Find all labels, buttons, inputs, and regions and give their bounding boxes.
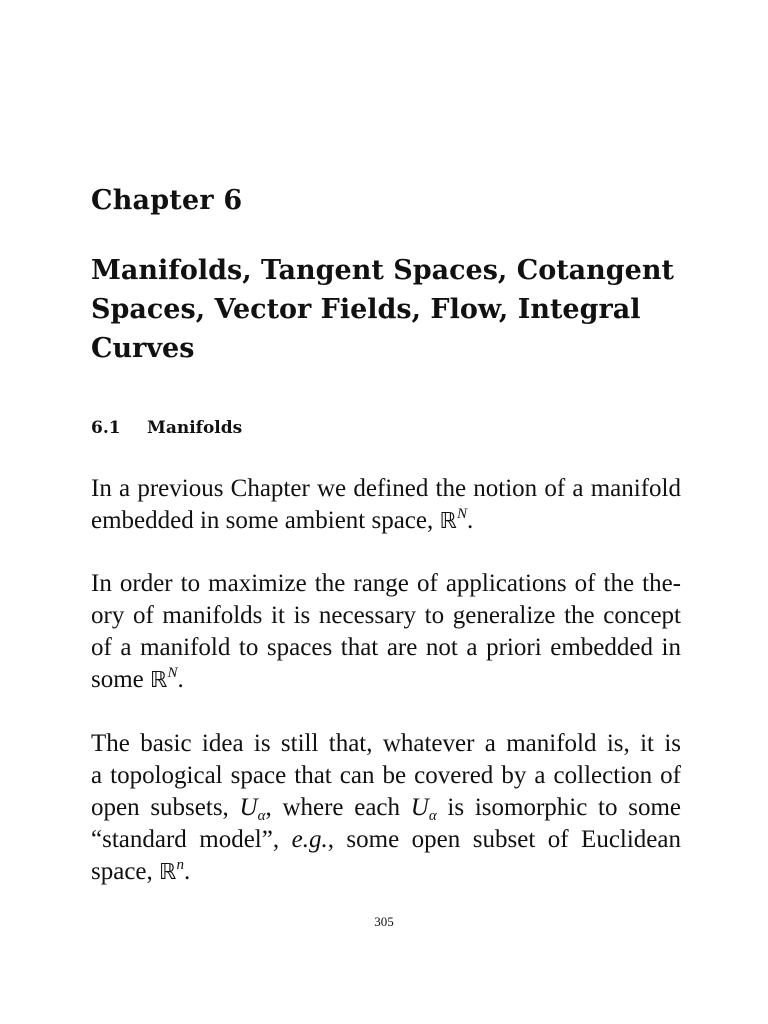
section-title: Manifolds [147,418,243,438]
reals-symbol: ℝ [150,668,168,693]
text-line: “standard model”, e.g., some open subset of Euclidean [91,826,681,853]
text-line: ory of manifolds it is necessary to generalize the concept [91,602,681,629]
emphasis: e.g. [291,826,328,853]
reals-symbol: ℝ [159,860,177,885]
text-line: In order to maximize the range of applications of the the- [91,570,681,597]
superscript: n [176,857,184,873]
text-line: open subsets, $U_\alpha$, where each $U_\alpha$ is isomorphic to some [91,794,681,824]
text-line: space, ℝ$^n$. [91,857,191,885]
subscript: α [428,808,437,824]
superscript: N [456,506,467,522]
section-number: 6.1 [91,418,121,438]
text-line: In a previous Chapter we defined the notion of a manifold [91,475,681,502]
paragraph-3 [91,728,681,889]
superscript: N [167,665,178,681]
chapter-label: Chapter 6 [91,185,243,216]
text-line: some ℝ$^N$. [91,665,184,693]
subscript: α [257,808,266,824]
page-number: 305 [374,914,394,929]
chapter-title: Manifolds, Tangent Spaces, Cotangent Spaces, Vector Fields, Flow, Integral Curves [91,255,674,364]
text-line: The basic idea is still that, whatever a manifold is, it is [91,730,681,757]
text-line: embedded in some ambient space, ℝ$^N$. [91,506,474,534]
text-line: of a manifold to spaces that are not a priori embedded in [91,634,681,661]
paragraph-2 [91,568,681,697]
math-variable: U [239,794,258,821]
reals-symbol: ℝ [439,509,457,534]
paragraph-1 [91,473,681,538]
math-variable: U [410,794,429,821]
text-line: a topological space that can be covered by a collection of [91,762,681,789]
section-heading [91,418,242,438]
